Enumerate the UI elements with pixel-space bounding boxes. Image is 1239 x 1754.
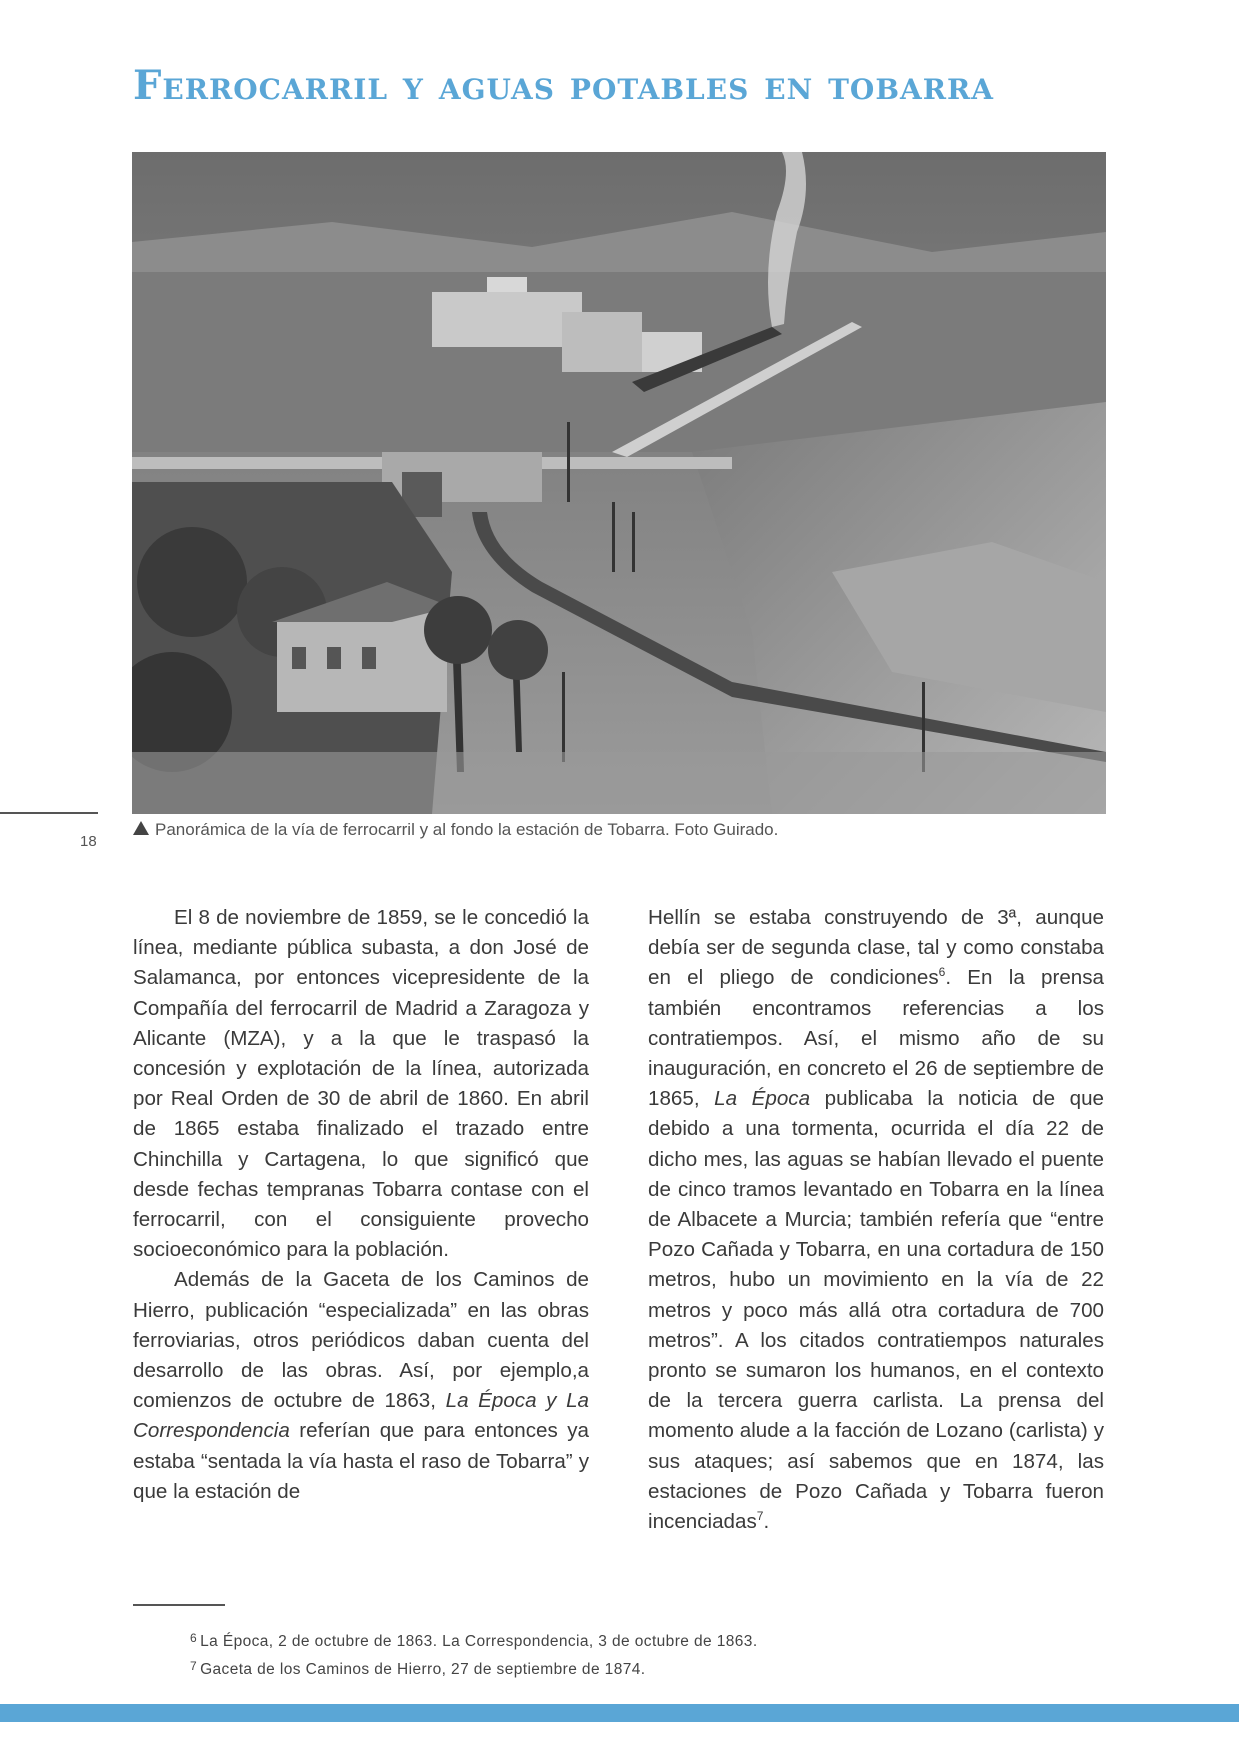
margin-rule (0, 812, 98, 814)
photo-caption (133, 820, 1113, 840)
footnotes (190, 1626, 1090, 1682)
body-column-right (648, 903, 1104, 1537)
paragraph: Hellín se estaba construyendo de 3ª, aunque debía ser de segunda clase, tal y como constaba en el pliego de condiciones$^6$. En la prensa también encontramos referencias a los contratiempos. Así, el mismo año de su inauguración, en concreto el 26 de septiembre de 1865, La Época publicaba la noticia de que debido a una tormenta, ocurrida el día 22 de dicho mes, las aguas se habían llevado el puente de cinco tramos levantado en Tobarra en la línea de Albacete a Murcia; también refería que “entre Pozo Cañada y Tobarra, en una cortadura de 150 metros, hubo un movimiento en la vía de 22 metros y poco más allá otra cortadura de 700 metros”. A los citados contratiempos naturales pronto se sumaron los humanos, en el contexto de la tercera guerra carlista. La prensa del momento alude a la facción de Lozano (carlista) y sus ataques; así sabemos que en 1874, las estaciones de Pozo Cañada y Tobarra fueron incenciadas$^7$. (648, 906, 1105, 1534)
paragraph: Además de la Gaceta de los Caminos de Hierro, publicación “especializada” en las obras ferroviarias, otros periódicos daban cuenta del desarrollo de las obras. Así, por ejemplo,a comienzos de octubre de 1863, La Época y La Correspondencia referían que para entonces ya estaba “sentada la vía hasta el raso de Tobarra” y que la estación de (133, 1268, 589, 1503)
footnote-rule (133, 1604, 225, 1606)
railway-panorama-photo (132, 152, 1106, 814)
footnote-ref: 6 (938, 965, 946, 980)
body-column-left (133, 903, 589, 1507)
photo-caption-text: Panorámica de la vía de ferrocarril y al fondo la estación de Tobarra. Foto Guirado. (155, 820, 779, 839)
page-number: 18 (80, 833, 97, 850)
footnote: $^6$ La Época, 2 de octubre de 1863. La Correspondencia, 3 de octubre de 1863. (190, 1631, 758, 1650)
paragraph: El 8 de noviembre de 1859, se le concedió la línea, mediante pública subasta, a don José de Salamanca, por entonces vicepresidente de la Compañía del ferrocarril de Madrid a Zaragoza y Alicante (MZA), y a la que le traspasó la concesión y explotación de la línea, autorizada por Real Orden de 30 de abril de 1860. En abril de 1865 estaba finalizado el trazado entre Chinchilla y Cartagena, lo que significó que desde fechas tempranas Tobarra contase con el ferrocarril, con el consiguiente provecho socioeconómico para la población. (133, 906, 589, 1262)
triangle-up-icon (133, 821, 149, 835)
footnote-ref: 7 (756, 1509, 764, 1524)
footnote: $^7$ Gaceta de los Caminos de Hierro, 27 de septiembre de 1874. (190, 1659, 646, 1678)
page-title: Ferrocarril y aguas potables en tobarra (133, 62, 994, 109)
bottom-bar (0, 1704, 1239, 1722)
